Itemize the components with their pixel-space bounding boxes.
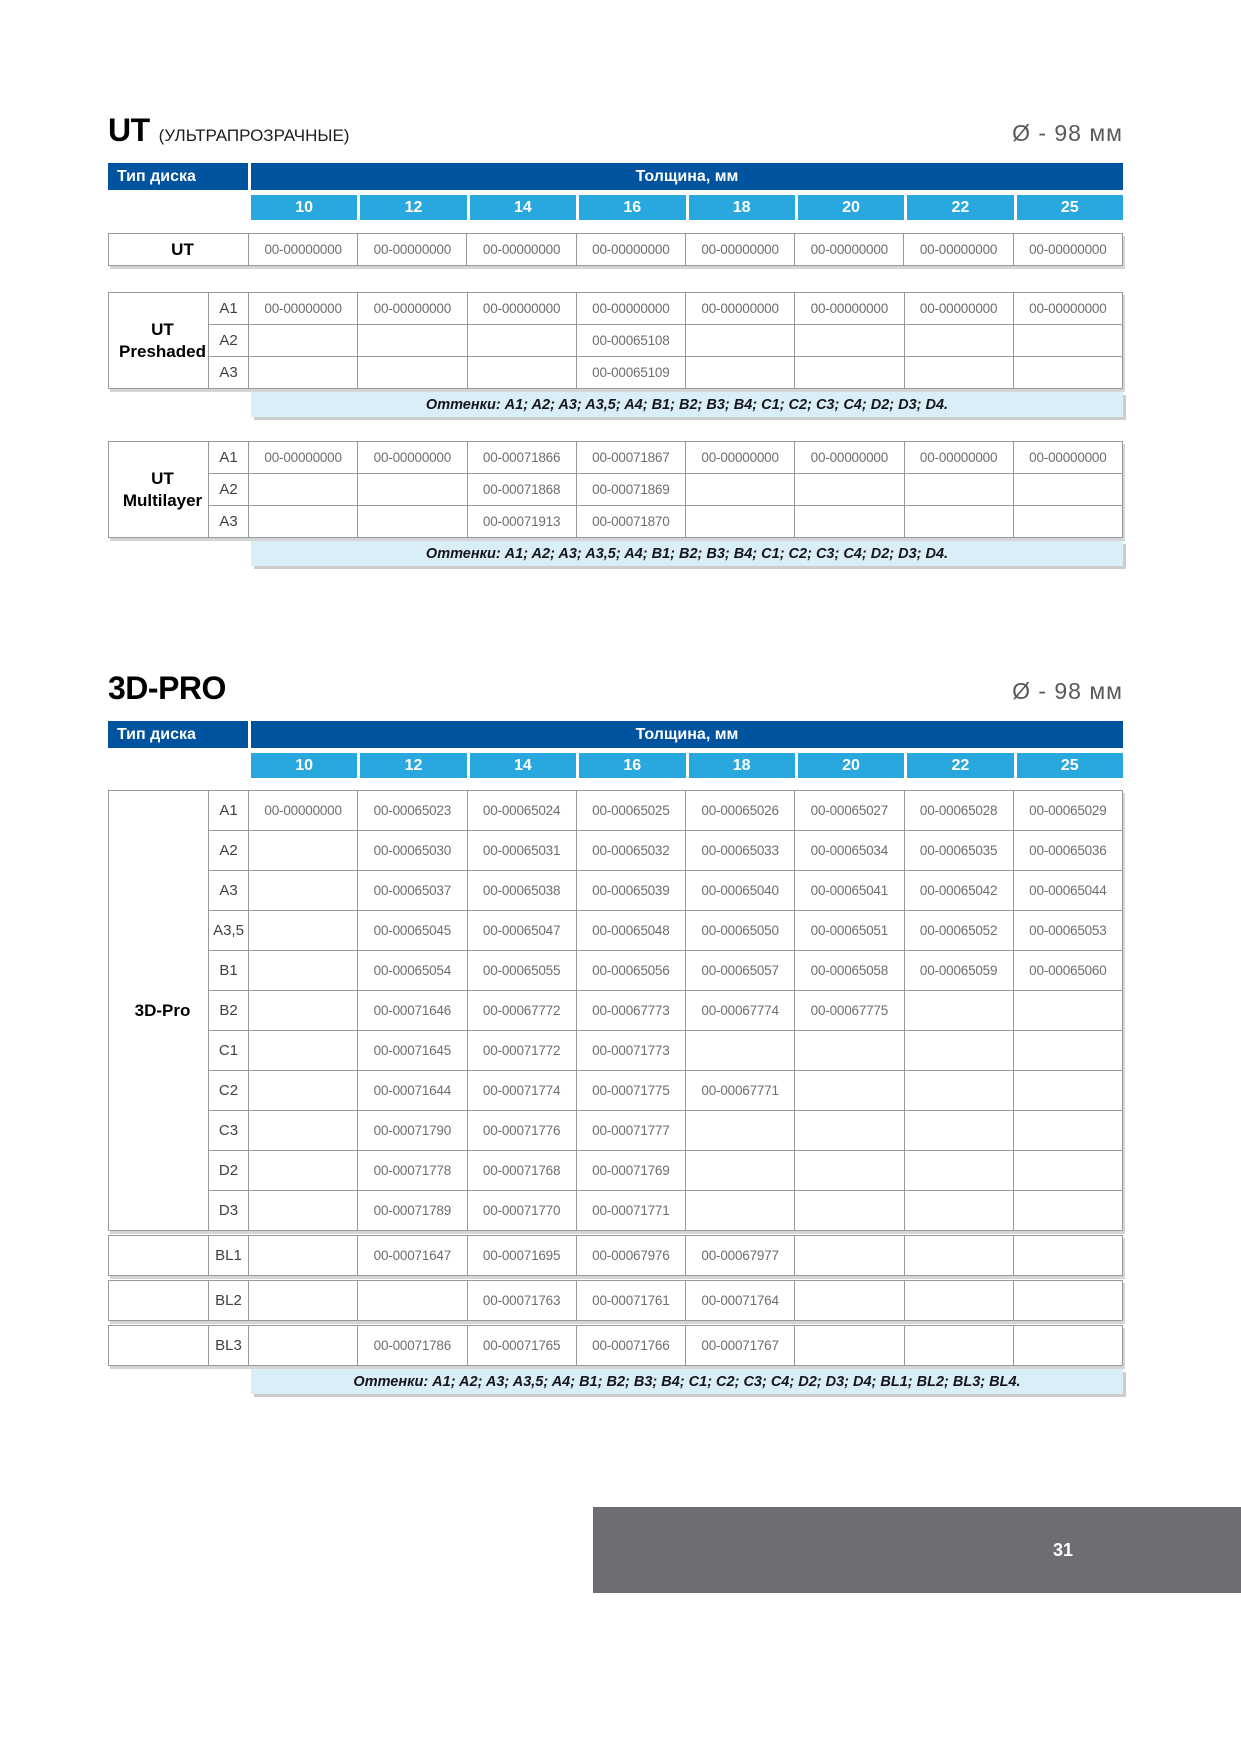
article-code-cell <box>1013 1236 1122 1276</box>
article-code-cell: 00-00000000 <box>904 234 1013 266</box>
shade-label: A2 <box>209 325 249 357</box>
disc-type-label <box>109 1281 209 1321</box>
article-code-cell <box>1013 1151 1122 1191</box>
thickness-column-header: 25 <box>1017 195 1123 220</box>
table-row <box>109 911 1123 951</box>
article-code-cell: 00-00065108 <box>576 325 685 357</box>
article-code-cell: 00-00000000 <box>685 234 794 266</box>
article-code-cell <box>1013 1071 1122 1111</box>
article-code-cell <box>686 1151 795 1191</box>
table-row <box>109 1281 1123 1321</box>
article-code-cell <box>795 1326 904 1366</box>
article-code-cell: 00-00071778 <box>358 1151 467 1191</box>
article-code-cell <box>795 325 904 357</box>
article-code-cell <box>904 1071 1013 1111</box>
article-code-cell <box>1013 1281 1122 1321</box>
article-code-cell: 00-00065060 <box>1013 951 1122 991</box>
shade-label: A3,5 <box>209 911 249 951</box>
article-code-cell: 00-00071763 <box>467 1281 576 1321</box>
article-code-cell <box>249 1326 358 1366</box>
shade-label: BL1 <box>209 1236 249 1276</box>
shade-label: A3 <box>209 357 249 389</box>
table-row <box>109 951 1123 991</box>
article-code-cell: 00-00071789 <box>358 1191 467 1231</box>
diameter-label: Ø - 98 мм <box>1012 678 1123 704</box>
article-code-cell: 00-00071777 <box>576 1111 685 1151</box>
article-code-cell: 00-00000000 <box>576 234 685 266</box>
article-code-cell: 00-00000000 <box>686 442 795 474</box>
article-code-cell <box>686 325 795 357</box>
shade-label: D2 <box>209 1151 249 1191</box>
table-row <box>109 1326 1123 1366</box>
shade-label: A1 <box>209 791 249 831</box>
article-code-cell <box>904 1236 1013 1276</box>
table-row <box>109 234 1123 266</box>
article-code-cell: 00-00065029 <box>1013 791 1122 831</box>
thickness-column-header: 25 <box>1017 753 1123 778</box>
article-code-cell <box>249 474 358 506</box>
article-code-cell: 00-00065040 <box>686 871 795 911</box>
article-code-cell <box>904 325 1013 357</box>
article-code-cell: 00-00071767 <box>686 1326 795 1366</box>
article-code-cell: 00-00071867 <box>576 442 685 474</box>
ut-preshaded-shades-note: Оттенки: A1; A2; A3; A3,5; A4; B1; B2; B3; B4; C1; C2; C3; C4; D2; D3; D4. <box>251 392 1123 417</box>
thickness-header: Толщина, мм <box>251 163 1123 190</box>
article-code-cell <box>249 831 358 871</box>
article-code-cell: 00-00071769 <box>576 1151 685 1191</box>
header-band-top-row <box>108 163 1123 190</box>
article-code-cell: 00-00071775 <box>576 1071 685 1111</box>
article-code-cell: 00-00000000 <box>904 293 1013 325</box>
article-code-cell: 00-00065034 <box>795 831 904 871</box>
article-code-cell: 00-00065055 <box>467 951 576 991</box>
page-number: 31 <box>1052 1539 1073 1560</box>
ut-preshaded-table <box>108 292 1123 389</box>
article-code-cell: 00-00065037 <box>358 871 467 911</box>
article-code-cell <box>686 357 795 389</box>
article-code-cell <box>904 506 1013 538</box>
article-code-cell <box>795 506 904 538</box>
thickness-column-header: 10 <box>251 195 357 220</box>
article-code-cell: 00-00000000 <box>904 442 1013 474</box>
table-row <box>109 831 1123 871</box>
thickness-column-header: 14 <box>470 753 576 778</box>
table-row <box>109 474 1123 506</box>
article-code-cell <box>795 1236 904 1276</box>
article-code-cell: 00-00000000 <box>1013 293 1122 325</box>
article-code-cell: 00-00000000 <box>358 234 467 266</box>
article-code-cell: 00-00065053 <box>1013 911 1122 951</box>
article-code-cell: 00-00071771 <box>576 1191 685 1231</box>
ut-table <box>108 233 1123 266</box>
article-code-cell <box>249 506 358 538</box>
disc-type-header: Тип диска <box>108 163 248 190</box>
ut-multilayer-table <box>108 441 1123 538</box>
article-code-cell: 00-00000000 <box>249 791 358 831</box>
article-code-cell: 00-00065032 <box>576 831 685 871</box>
table-row <box>109 791 1123 831</box>
ut-section-title: UT <box>108 112 150 148</box>
table-row <box>109 293 1123 325</box>
article-code-cell: 00-00065056 <box>576 951 685 991</box>
table-row <box>109 442 1123 474</box>
article-code-cell: 00-00071790 <box>358 1111 467 1151</box>
article-code-cell: 00-00071786 <box>358 1326 467 1366</box>
article-code-cell: 00-00065035 <box>904 831 1013 871</box>
article-code-cell <box>795 1111 904 1151</box>
article-code-cell: 00-00065054 <box>358 951 467 991</box>
article-code-cell: 00-00071646 <box>358 991 467 1031</box>
article-code-cell <box>1013 325 1122 357</box>
article-code-cell <box>249 357 358 389</box>
article-code-cell: 00-00071761 <box>576 1281 685 1321</box>
article-code-cell: 00-00067774 <box>686 991 795 1031</box>
shade-label: A1 <box>209 442 249 474</box>
article-code-cell <box>1013 1111 1122 1151</box>
pro3d-section-title: 3D-PRO <box>108 670 226 706</box>
article-code-cell <box>358 1281 467 1321</box>
table-row <box>109 1151 1123 1191</box>
article-code-cell <box>904 474 1013 506</box>
shade-label: C1 <box>209 1031 249 1071</box>
article-code-cell <box>795 1281 904 1321</box>
article-code-cell: 00-00065038 <box>467 871 576 911</box>
article-code-cell <box>1013 1191 1122 1231</box>
header-band-top-row <box>108 721 1123 748</box>
diameter-label: Ø - 98 мм <box>1012 120 1123 146</box>
disc-type-label: UT Multilayer <box>109 442 209 538</box>
thickness-column-header: 22 <box>907 195 1013 220</box>
thickness-column-header: 10 <box>251 753 357 778</box>
table-row <box>109 871 1123 911</box>
ut-title-wrap <box>108 112 349 149</box>
table-row <box>109 506 1123 538</box>
article-code-cell <box>467 357 576 389</box>
pro3d-table <box>108 790 1123 1231</box>
article-code-cell: 00-00065059 <box>904 951 1013 991</box>
thickness-column-header: 22 <box>907 753 1013 778</box>
article-code-cell: 00-00071776 <box>467 1111 576 1151</box>
article-code-cell <box>904 991 1013 1031</box>
pro3d-bl2-table <box>108 1280 1123 1321</box>
article-code-cell: 00-00000000 <box>358 442 467 474</box>
article-code-cell: 00-00065048 <box>576 911 685 951</box>
article-code-cell: 00-00071913 <box>467 506 576 538</box>
ut-section-subtitle: (УЛЬТРАПРОЗРАЧНЫЕ) <box>158 126 350 145</box>
article-code-cell <box>249 871 358 911</box>
article-code-cell <box>795 1151 904 1191</box>
article-code-cell: 00-00000000 <box>576 293 685 325</box>
thickness-column-header: 16 <box>579 753 685 778</box>
thickness-header: Толщина, мм <box>251 721 1123 748</box>
thickness-column-header: 12 <box>360 753 466 778</box>
pro3d-section-heading <box>108 670 1123 707</box>
thickness-column-header: 16 <box>579 195 685 220</box>
article-code-cell <box>904 1151 1013 1191</box>
article-code-cell: 00-00065023 <box>358 791 467 831</box>
shade-label: BL2 <box>209 1281 249 1321</box>
article-code-cell <box>795 1071 904 1111</box>
article-code-cell: 00-00065058 <box>795 951 904 991</box>
article-code-cell: 00-00071768 <box>467 1151 576 1191</box>
shade-label: B1 <box>209 951 249 991</box>
disc-type-label: UT Preshaded <box>109 293 209 389</box>
article-code-cell <box>1013 506 1122 538</box>
article-code-cell <box>1013 474 1122 506</box>
article-code-cell: 00-00065028 <box>904 791 1013 831</box>
thickness-column-header: 14 <box>470 195 576 220</box>
article-code-cell: 00-00000000 <box>249 234 358 266</box>
article-code-cell <box>1013 1326 1122 1366</box>
article-code-cell <box>249 1281 358 1321</box>
table-row <box>109 1111 1123 1151</box>
article-code-cell: 00-00065050 <box>686 911 795 951</box>
article-code-cell <box>358 325 467 357</box>
article-code-cell <box>249 951 358 991</box>
article-code-cell: 00-00071770 <box>467 1191 576 1231</box>
article-code-cell <box>904 1281 1013 1321</box>
article-code-cell: 00-00065039 <box>576 871 685 911</box>
pro3d-thickness-header-band <box>108 721 1123 778</box>
article-code-cell <box>795 474 904 506</box>
article-code-cell: 00-00000000 <box>795 234 904 266</box>
article-code-cell: 00-00065025 <box>576 791 685 831</box>
article-code-cell <box>249 1236 358 1276</box>
thickness-column-header: 12 <box>360 195 466 220</box>
shade-label: BL3 <box>209 1326 249 1366</box>
article-code-cell <box>904 1191 1013 1231</box>
article-code-cell: 00-00071647 <box>358 1236 467 1276</box>
article-code-cell: 00-00000000 <box>249 442 358 474</box>
article-code-cell: 00-00071774 <box>467 1071 576 1111</box>
table-row <box>109 1031 1123 1071</box>
article-code-cell: 00-00067772 <box>467 991 576 1031</box>
article-code-cell: 00-00071766 <box>576 1326 685 1366</box>
article-code-cell: 00-00071868 <box>467 474 576 506</box>
article-code-cell: 00-00065026 <box>686 791 795 831</box>
article-code-cell <box>686 506 795 538</box>
article-code-cell <box>249 1111 358 1151</box>
article-code-cell: 00-00000000 <box>795 442 904 474</box>
article-code-cell: 00-00071765 <box>467 1326 576 1366</box>
shade-label: C3 <box>209 1111 249 1151</box>
article-code-cell: 00-00067775 <box>795 991 904 1031</box>
article-code-cell: 00-00071773 <box>576 1031 685 1071</box>
article-code-cell: 00-00067771 <box>686 1071 795 1111</box>
article-code-cell <box>249 1071 358 1111</box>
page-footer-bar <box>593 1507 1241 1593</box>
article-code-cell: 00-00065052 <box>904 911 1013 951</box>
article-code-cell: 00-00000000 <box>467 234 576 266</box>
article-code-cell <box>904 1031 1013 1071</box>
article-code-cell: 00-00065109 <box>576 357 685 389</box>
page-content <box>108 0 1123 1394</box>
article-code-cell <box>904 357 1013 389</box>
article-code-cell: 00-00065042 <box>904 871 1013 911</box>
shade-label: D3 <box>209 1191 249 1231</box>
article-code-cell <box>686 1191 795 1231</box>
article-code-cell <box>358 474 467 506</box>
disc-type-label: UT <box>109 234 249 266</box>
article-code-cell <box>1013 991 1122 1031</box>
table-row <box>109 325 1123 357</box>
article-code-cell: 00-00000000 <box>467 293 576 325</box>
article-code-cell <box>795 357 904 389</box>
article-code-cell: 00-00000000 <box>1013 442 1122 474</box>
article-code-cell: 00-00065036 <box>1013 831 1122 871</box>
disc-type-label <box>109 1236 209 1276</box>
article-code-cell: 00-00000000 <box>358 293 467 325</box>
thickness-column-header: 20 <box>798 195 904 220</box>
article-code-cell <box>795 1031 904 1071</box>
shade-label: A3 <box>209 506 249 538</box>
article-code-cell: 00-00065051 <box>795 911 904 951</box>
article-code-cell: 00-00065030 <box>358 831 467 871</box>
article-code-cell: 00-00065047 <box>467 911 576 951</box>
article-code-cell <box>904 1111 1013 1151</box>
article-code-cell: 00-00067977 <box>686 1236 795 1276</box>
article-code-cell <box>249 325 358 357</box>
disc-type-label <box>109 1326 209 1366</box>
table-row <box>109 1071 1123 1111</box>
table-row <box>109 357 1123 389</box>
article-code-cell: 00-00067773 <box>576 991 685 1031</box>
article-code-cell <box>467 325 576 357</box>
article-code-cell: 00-00000000 <box>795 293 904 325</box>
article-code-cell: 00-00071645 <box>358 1031 467 1071</box>
article-code-cell: 00-00065027 <box>795 791 904 831</box>
thickness-columns-row <box>251 753 1123 778</box>
shade-label: A3 <box>209 871 249 911</box>
pro3d-bl3-table <box>108 1325 1123 1366</box>
ut-thickness-header-band <box>108 163 1123 220</box>
article-code-cell: 00-00065033 <box>686 831 795 871</box>
table-row <box>109 1191 1123 1231</box>
article-code-cell <box>249 911 358 951</box>
disc-type-header: Тип диска <box>108 721 248 748</box>
thickness-column-header: 18 <box>689 753 795 778</box>
article-code-cell <box>795 1191 904 1231</box>
article-code-cell <box>1013 357 1122 389</box>
article-code-cell: 00-00071772 <box>467 1031 576 1071</box>
article-code-cell: 00-00000000 <box>686 293 795 325</box>
article-code-cell <box>249 991 358 1031</box>
table-row <box>109 991 1123 1031</box>
disc-type-label: 3D-Pro <box>109 791 209 1231</box>
article-code-cell <box>358 357 467 389</box>
article-code-cell: 00-00065045 <box>358 911 467 951</box>
article-code-cell: 00-00071869 <box>576 474 685 506</box>
article-code-cell <box>358 506 467 538</box>
article-code-cell: 00-00065044 <box>1013 871 1122 911</box>
article-code-cell: 00-00071764 <box>686 1281 795 1321</box>
article-code-cell <box>249 1031 358 1071</box>
thickness-columns-row <box>251 195 1123 220</box>
article-code-cell <box>904 1326 1013 1366</box>
shade-label: A1 <box>209 293 249 325</box>
article-code-cell <box>686 1111 795 1151</box>
ut-multilayer-shades-note: Оттенки: A1; A2; A3; A3,5; A4; B1; B2; B3; B4; C1; C2; C3; C4; D2; D3; D4. <box>251 541 1123 566</box>
article-code-cell: 00-00065031 <box>467 831 576 871</box>
shade-label: C2 <box>209 1071 249 1111</box>
table-row <box>109 1236 1123 1276</box>
pro3d-bl1-table <box>108 1235 1123 1276</box>
shade-label: A2 <box>209 474 249 506</box>
article-code-cell: 00-00071866 <box>467 442 576 474</box>
article-code-cell <box>1013 1031 1122 1071</box>
article-code-cell <box>686 474 795 506</box>
ut-section-heading <box>108 112 1123 149</box>
article-code-cell: 00-00071870 <box>576 506 685 538</box>
article-code-cell: 00-00000000 <box>249 293 358 325</box>
thickness-column-header: 20 <box>798 753 904 778</box>
article-code-cell: 00-00071644 <box>358 1071 467 1111</box>
pro3d-shades-note: Оттенки: A1; A2; A3; A3,5; A4; B1; B2; B3; B4; C1; C2; C3; C4; D2; D3; D4; BL1; BL2; BL3; BL4. <box>251 1369 1123 1394</box>
article-code-cell <box>686 1031 795 1071</box>
article-code-cell <box>249 1151 358 1191</box>
article-code-cell: 00-00000000 <box>1013 234 1122 266</box>
shade-label: A2 <box>209 831 249 871</box>
article-code-cell: 00-00067976 <box>576 1236 685 1276</box>
article-code-cell: 00-00065024 <box>467 791 576 831</box>
article-code-cell: 00-00071695 <box>467 1236 576 1276</box>
shade-label: B2 <box>209 991 249 1031</box>
article-code-cell <box>249 1191 358 1231</box>
article-code-cell: 00-00065041 <box>795 871 904 911</box>
thickness-column-header: 18 <box>689 195 795 220</box>
article-code-cell: 00-00065057 <box>686 951 795 991</box>
